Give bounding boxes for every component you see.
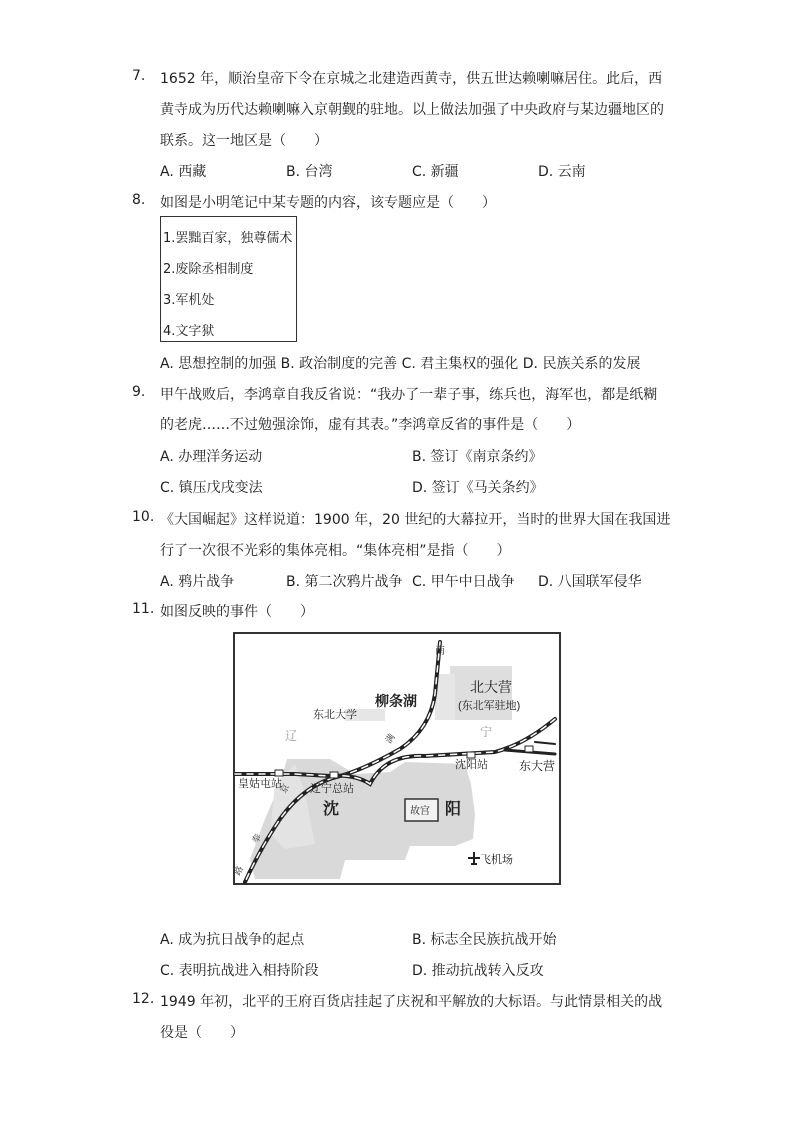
option-a[interactable]: A. 鸦片战争 <box>160 574 235 590</box>
option-d[interactable]: D. 签订《马关条约》 <box>412 480 544 496</box>
question-stem-line: 的老虎……不过勉强涂饰，虚有其表。”李鸿章反省的事件是（ ） <box>160 417 581 433</box>
railway-line-right <box>535 742 555 744</box>
question-stem-line: 1652 年，顺治皇帝下令在京城之北建造西黄寺，供五世达赖喇嘛居住。此后，西 <box>160 71 663 87</box>
map-label-beidaying: 北大营 <box>470 679 512 695</box>
map-label-yang: 阳 <box>445 801 462 818</box>
question-number: 9. <box>132 384 146 400</box>
map-label-nan: 南 <box>435 646 445 657</box>
option-b[interactable]: B. 签订《南京条约》 <box>412 449 543 465</box>
map-label-jing: 京 <box>278 782 292 795</box>
question-number: 12. <box>132 991 155 1007</box>
station-marker <box>467 752 475 758</box>
map-label-huanggutun: 皇姑屯站 <box>238 778 282 790</box>
map-label-gugong: 故宫 <box>410 806 430 817</box>
map-label-lu: 路 <box>232 864 246 877</box>
option-d[interactable]: D. 云南 <box>538 164 586 180</box>
option-a[interactable]: A. 成为抗日战争的起点 <box>160 932 305 948</box>
map-graphic <box>232 634 559 883</box>
question-stem-line: 如图是小明笔记中某专题的内容，该专题应是（ ） <box>160 195 496 211</box>
question-stem-line: 《大国崛起》这样说道：1900 年，20 世纪的大幕拉开，当时的世界大国在我国进 <box>160 512 671 528</box>
option-b[interactable]: B. 第二次鸦片战争 <box>286 574 403 590</box>
map-label-dongdaying: 东大营 <box>519 759 556 773</box>
map-label-shen: 沈 <box>323 801 340 818</box>
question-stem-line: 黄寺成为历代达赖喇嘛入京朝觐的驻地。以上做法加强了中央政府与某边疆地区的 <box>160 102 664 118</box>
question-number: 10. <box>132 509 155 525</box>
question-stem-line: 联系。这一地区是（ ） <box>160 133 328 149</box>
question-stem-line: 如图反映的事件（ ） <box>160 604 314 620</box>
option-c[interactable]: C. 表明抗战进入相持阶段 <box>160 963 319 979</box>
map-label-dongbeidaxue: 东北大学 <box>313 709 357 721</box>
option-b[interactable]: B. 标志全民族抗战开始 <box>412 932 557 948</box>
map-label-shenyangzhan: 沈阳站 <box>455 759 488 771</box>
option-c[interactable]: C. 镇压戊戌变法 <box>160 480 263 496</box>
station-marker <box>525 746 533 752</box>
map-label-man: 满 <box>383 732 397 746</box>
map-label-airport: 飞机场 <box>480 854 513 866</box>
notes-item: 1.罢黜百家，独尊儒术 <box>163 231 293 246</box>
question-stem-line: 役是（ ） <box>160 1025 244 1041</box>
station-marker <box>330 772 338 778</box>
question-number: 7. <box>132 68 146 84</box>
option-d[interactable]: D. 八国联军侵华 <box>538 574 642 590</box>
airplane-icon <box>468 852 480 864</box>
map-label-liao: 辽 <box>285 729 298 743</box>
question-stem-line: 1949 年初，北平的王府百货店挂起了庆祝和平解放的大标语。与此情景相关的战 <box>160 994 663 1010</box>
option-a[interactable]: A. 西藏 <box>160 164 207 180</box>
map-label-liaoningzongzhan: 辽宁总站 <box>310 783 354 795</box>
map-label-dongbeijunzhudi: (东北军驻地) <box>458 700 521 712</box>
notes-box <box>160 216 297 342</box>
question-number: 8. <box>132 192 146 208</box>
shenyang-map <box>233 632 561 885</box>
notes-item: 3.军机处 <box>163 293 215 308</box>
station-marker <box>275 770 283 776</box>
map-label-feng: 奉 <box>250 832 264 845</box>
option-a[interactable]: A. 办理洋务运动 <box>160 449 263 465</box>
option-d[interactable]: D. 推动抗战转入反攻 <box>412 963 544 979</box>
notes-item: 2.废除丞相制度 <box>163 262 254 277</box>
question-number: 11. <box>132 601 155 617</box>
option-b[interactable]: B. 台湾 <box>286 164 333 180</box>
option-c[interactable]: C. 新疆 <box>412 164 459 180</box>
map-label-ning: 宁 <box>480 725 493 739</box>
map-label-liutiaohu: 柳条湖 <box>375 693 417 709</box>
options-line[interactable]: A. 思想控制的加强 B. 政治制度的完善 C. 君主集权的强化 D. 民族关系的发展 <box>160 356 641 372</box>
question-stem-line: 行了一次很不光彩的集体亮相。“集体亮相”是指（ ） <box>160 543 511 559</box>
question-stem-line: 甲午战败后，李鸿章自我反省说：“我办了一辈子事，练兵也，海军也，都是纸糊 <box>160 387 658 403</box>
option-c[interactable]: C. 甲午中日战争 <box>412 574 515 590</box>
notes-item: 4.文字狱 <box>163 324 215 339</box>
